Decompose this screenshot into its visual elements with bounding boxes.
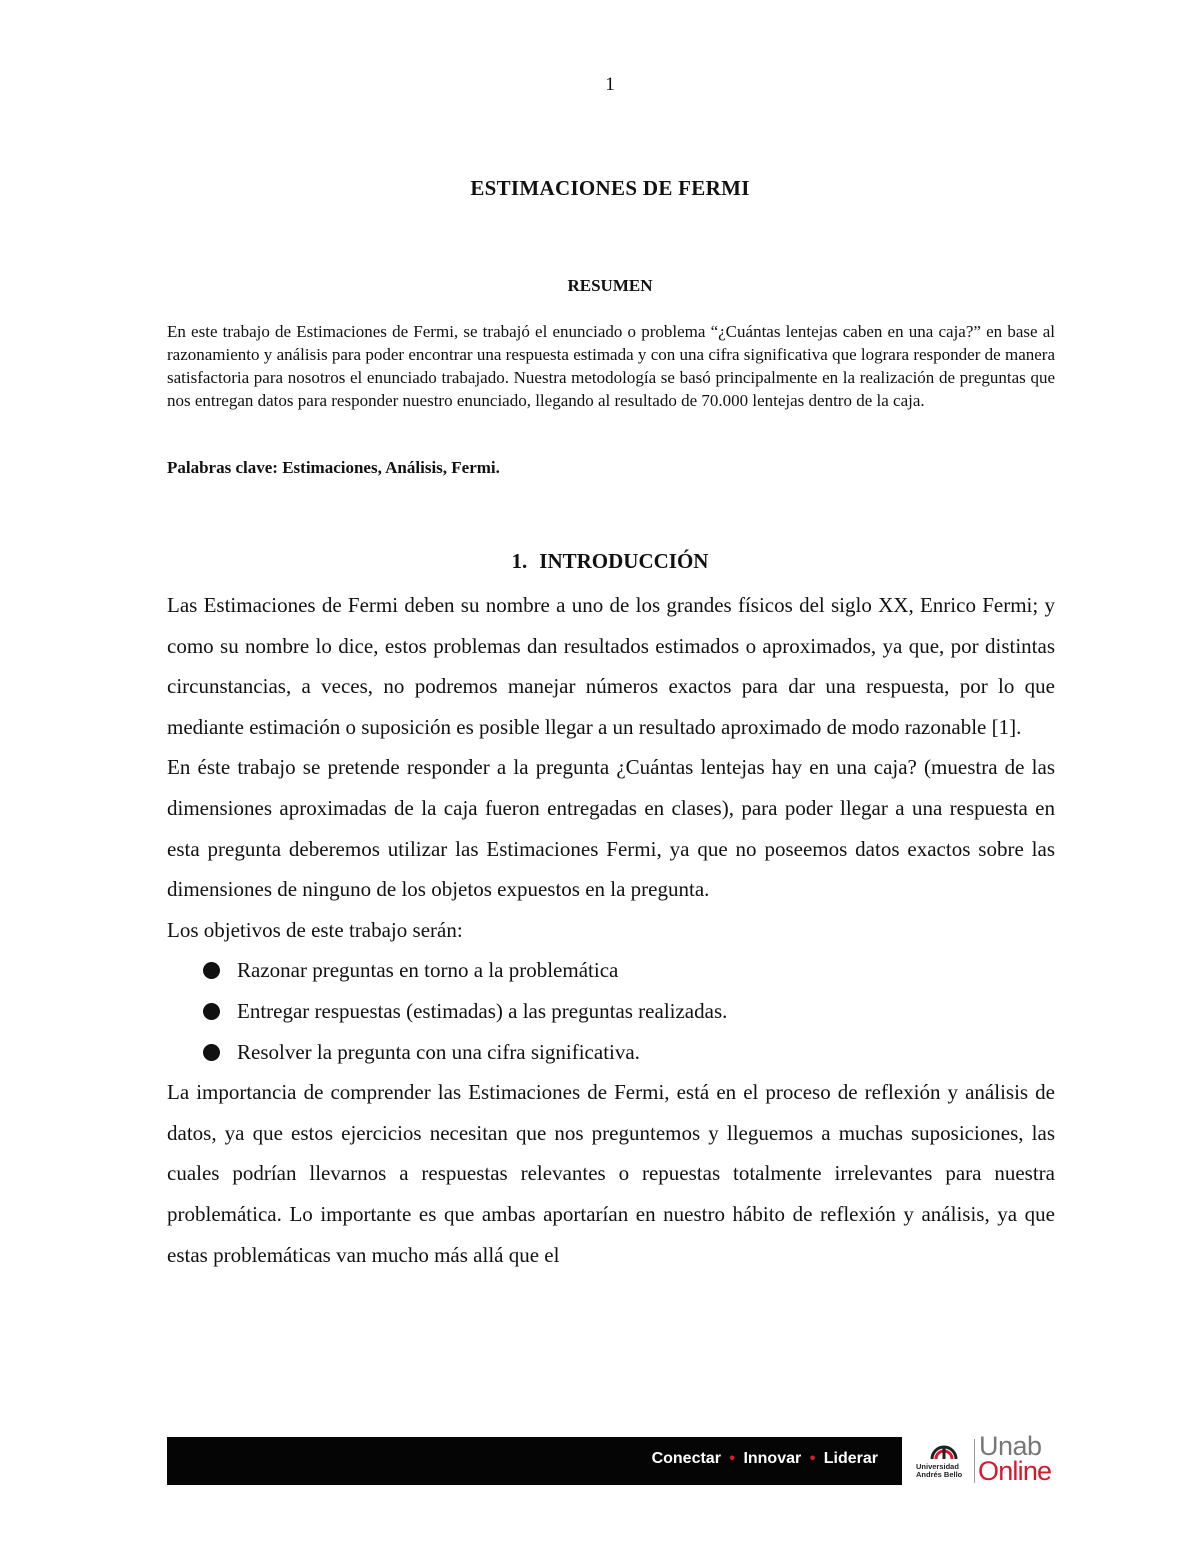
footer <box>167 1431 1054 1487</box>
list-item <box>167 1032 1055 1073</box>
logo-divider <box>974 1439 975 1483</box>
bullet-icon <box>203 1003 220 1020</box>
tagline-innovar: Innovar <box>743 1450 802 1467</box>
footer-tagline <box>652 1450 878 1468</box>
section-body <box>167 585 1055 1275</box>
section-heading <box>0 549 1200 574</box>
intro-paragraph-3: La importancia de comprender las Estimaciones de Fermi, está en el proceso de reflexión y análisis de datos, ya que estos ejercicios necesitan que nos preguntemos y lleguemos a muchas suposiciones, las cuales podrían llevarnos a respuestas relevantes o repuestas totalmente irrelevantes para nuestra problemática. Lo importante es que ambas aportarían en nuestro hábito de reflexión y análisis, ya que estas problemáticas van mucho más allá que el <box>167 1080 1055 1267</box>
document-title: ESTIMACIONES DE FERMI <box>470 176 750 200</box>
separator-dot: • <box>729 1450 735 1467</box>
tagline-conectar: Conectar <box>651 1450 721 1467</box>
bullet-icon <box>203 962 220 979</box>
objective-text: Razonar preguntas en torno a la problemática <box>237 958 619 983</box>
section-title: INTRODUCCIÓN <box>539 549 709 573</box>
abstract-heading: RESUMEN <box>567 276 653 295</box>
objective-text: Resolver la pregunta con una cifra significativa. <box>237 1039 640 1064</box>
university-name: Universidad Andrés Bello <box>916 1462 963 1479</box>
list-item <box>167 950 1055 991</box>
footer-band <box>167 1437 902 1485</box>
brand-unab: Unab <box>979 1431 1042 1461</box>
list-item <box>167 991 1055 1032</box>
brand-online: Online <box>978 1456 1052 1486</box>
intro-paragraph-1: Las Estimaciones de Fermi deben su nombre a uno de los grandes físicos del siglo XX, Enrico Fermi; y como su nombre lo dice, estos problemas dan resultados estimados o aproximados, ya que, por distintas circunstancias, a veces, no podremos manejar números exactos para dar una respuesta, por lo que mediante estimación o suposición es posible llegar a un resultado aproximado de modo razonable [1]. <box>167 593 1055 739</box>
section-number: 1. <box>511 549 528 573</box>
tagline-liderar: Liderar <box>823 1450 878 1467</box>
objective-text: Entregar respuestas (estimadas) a las preguntas realizadas. <box>237 998 728 1023</box>
page-number: 1 <box>605 74 615 95</box>
abstract-text: En este trabajo de Estimaciones de Fermi, se trabajó el enunciado o problema “¿Cuántas lentejas caben en una caja?” en base al razonamiento y análisis para poder encontrar una respuesta estimada y con una cifra significativa que lograra responder de manera satisfactoria para nosotros el enunciado trabajado. Nuestra metodología se basó principalmente en la realización de preguntas que nos entregan datos para responder nuestro enunciado, llegando al resultado de 70.000 lentejas dentro de la caja. <box>167 322 1055 410</box>
bullet-icon <box>203 1044 220 1061</box>
keywords: Palabras clave: Estimaciones, Análisis, Fermi. <box>167 458 500 477</box>
objectives-list <box>167 950 1055 1072</box>
separator-dot: • <box>809 1450 816 1467</box>
intro-paragraph-2: En éste trabajo se pretende responder a la pregunta ¿Cuántas lentejas hay en una caja? (muestra de las dimensiones aproximadas de la caja fueron entregadas en clases), para poder llegar a una respuesta en esta pregunta deberemos utilizar las Estimaciones Fermi, ya que no poseemos datos exactos sobre las dimensiones de ninguno de los objetos expuestos en la pregunta. <box>167 755 1055 902</box>
objectives-intro: Los objetivos de este trabajo serán: <box>167 917 463 942</box>
university-logo <box>912 1431 1054 1487</box>
